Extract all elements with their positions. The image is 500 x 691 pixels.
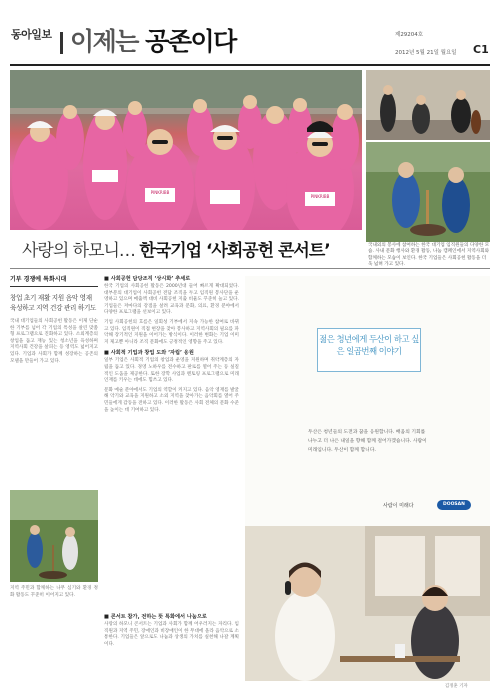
photo-caption: 국내외의 봉사에 참여하는 한국 대기업 임직원들의 다양한 모습. 사내 문화 행사와 환경 활동, 나눔 캠페인에서 지역사회와 함께하는 모습이 보인다. 한국 기업들은 사회공헌 활동을 더욱 넓혀 가고 있다. xyxy=(368,243,490,268)
article-byline: 김정훈 기자 xyxy=(445,684,468,689)
section-heading: ■ 콘서트 참가, 전하는 뜻 특화에서 나눔으로 xyxy=(104,614,207,620)
sidebar-column xyxy=(10,274,98,365)
article-paragraph: 사랑의 하모니 콘서트는 기업과 사회가 함께 어우러지는 자리다. 임직원과 지역 주민, 장애인과 비장애인이 한 무대에 올라 음악으로 소통한다. 기업들은 앞으로도 나눔과 상생의 가치를 실천해 나갈 계획이다. xyxy=(104,622,239,647)
masthead xyxy=(0,0,500,66)
tree-planting-photo xyxy=(10,490,98,582)
headline-main: 한국기업 ‘사회공헌 콘서트’ xyxy=(139,241,330,261)
ad-quote-box xyxy=(317,328,421,372)
tree-planting-illustration xyxy=(10,490,98,582)
advertisement xyxy=(245,276,490,681)
main-headline xyxy=(22,236,330,261)
masthead-divider xyxy=(60,32,63,54)
article-paragraph: 기업 사회공헌의 흐름은 일회성 기부에서 지속 가능한 참여로 바뀌고 있다. 임직원이 직접 현장을 찾아 봉사하고 지역사회의 필요를 파악해 장기적인 지원을 이어가는 방식이다. 이러한 변화는 기업 이미지 제고뿐 아니라 조직 문화에도 긍정적인 영향을 주고 있다. xyxy=(104,319,239,345)
ad-tagline: 사람이 미래다 xyxy=(383,503,414,509)
article-paragraph: 한국 기업의 사회공헌 활동은 2000년대 들어 빠르게 확대되었다. 대부분의 대기업이 사회공헌 전담 조직을 두고 임직원 봉사단을 운영하고 있으며 매출액 대비 사회공헌 지출 비율도 꾸준히 늘고 있다. 기업들은 저마다의 강점을 살려 교육과 문화, 의료, 환경 분야에서 다양한 프로그램을 선보이고 있다. xyxy=(104,284,239,316)
headline-lead: 사랑의 하모니… xyxy=(22,241,135,261)
sidebar-subhead: 창업 초기 재활 지원 음악 영재 육성하고 지역 건강 관리 하기도 xyxy=(10,294,97,312)
doosan-logo: DOOSAN xyxy=(437,500,471,510)
article-paragraph: 문화 예술 분야에서도 기업의 역할이 커지고 있다. 음악 영재를 발굴해 악기와 교육을 지원하고 소외 지역을 찾아가는 음악회를 열어 주민들에게 감동을 전하고 있다. 이러한 활동은 사회 전체의 문화 수준을 높이는 데 기여하고 있다. xyxy=(104,387,239,413)
section-heading: ■ 사회공헌 담당조직 ‘상시화’ 추세로 xyxy=(104,276,191,282)
ad-copy: 두산은 청년들의 도전과 꿈을 응원합니다. 배움의 기회를 나누고 더 나은 내일을 향해 함께 걸어가겠습니다. 사람이 미래입니다. 두산이 함께 합니다. xyxy=(308,430,427,453)
section-title xyxy=(70,28,236,56)
section-title-main: 공존이다 xyxy=(145,27,236,56)
ad-quote: 젊은 청년에게 두산이 하고 싶은 일곱번째 이야기 xyxy=(319,334,419,356)
race-bib: PINKRIBB xyxy=(305,193,335,200)
article-column xyxy=(104,274,239,417)
hero-photo xyxy=(10,70,362,230)
side-photo-illustration xyxy=(366,70,490,242)
article-column-lower xyxy=(104,612,239,648)
side-photo-collage xyxy=(366,70,490,242)
race-bib: PINKRIBB xyxy=(145,189,175,196)
masthead-rule xyxy=(10,64,490,66)
ad-photo xyxy=(245,526,490,681)
newspaper-brand: 동아일보 xyxy=(11,28,52,41)
section-title-prefix: 이제는 xyxy=(70,27,138,56)
sidebar-body: 국내 대기업들의 사회공헌 활동은 이제 단순한 기부를 넘어 각 기업의 특성을 살린 맞춤형 프로그램으로 진화하고 있다. 소외계층의 창업을 돕고 재능 있는 청소년을 육성하며 지역사회 건강을 살피는 등 영역도 넓어지고 있다. 기업과 사회가 함께 성장하는 공존의 모델을 만들어 가고 있다. xyxy=(10,319,98,364)
headline-rule xyxy=(10,268,490,269)
ad-photo-illustration xyxy=(245,526,490,681)
page-number: C1 xyxy=(473,43,489,56)
issue-number: 제29204호 xyxy=(395,32,424,38)
hero-photo-illustration xyxy=(10,70,362,230)
sidebar-body-lower: 지역 주민과 함께하는 나무 심기와 환경 정화 활동도 꾸준히 이어지고 있다. xyxy=(10,586,98,598)
article-paragraph: 일부 기업은 사회적 기업의 창업과 운영을 지원하며 취약계층의 자립을 돕고 있다. 경영 노하우를 전수하고 판로를 열어 주는 등 실질적인 도움을 제공한다. 또한 장학 사업과 멘토링 프로그램으로 미래 인재를 키우는 데에도 힘쓰고 있다. xyxy=(104,358,239,384)
section-heading: ■ 사회적 기업과 창업 도와 ‘자립’ 응원 xyxy=(104,350,194,357)
sidebar-kicker: 기부 경쟁에 특화시대 xyxy=(10,274,98,287)
issue-date: 2012년 5월 21일 월요일 xyxy=(395,50,457,56)
